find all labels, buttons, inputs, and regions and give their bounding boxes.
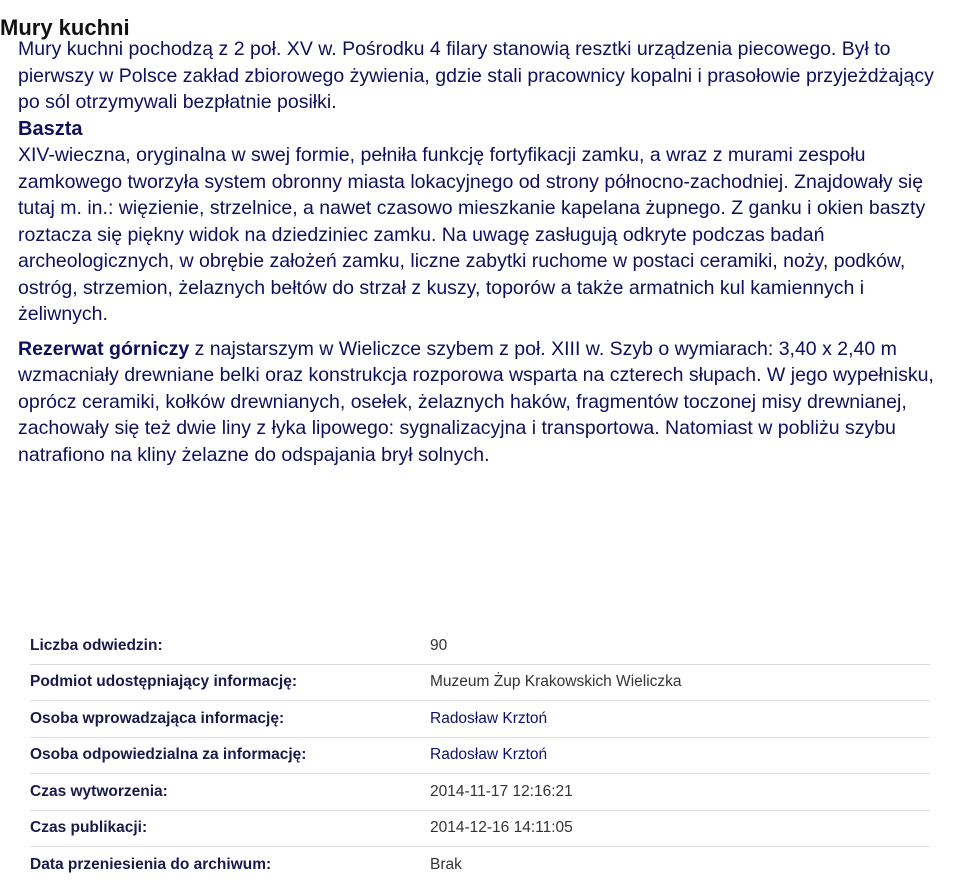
responsible-link[interactable]: Radosław Krztoń [430,746,548,764]
metadata-value: 2014-11-17 12:16:21 [430,782,573,800]
metadata-label: Osoba wprowadzająca informację: [30,709,285,727]
metadata-row-visits [30,628,930,665]
page-title: Mury kuchni [0,14,130,40]
baszta-paragraph: XIV-wieczna, oryginalna w swej formie, pełniła funkcję fortyfikacji zamku, a wraz z murami zespołu zamkowego tworzyła system obronny miasta lokacyjnego od strony północno-zachodniej. Znajdowały się tutaj m. in.: więzienie, strzelnice, a nawet czasowo mieszkanie kapelana żupnego. Z ganku i okien baszty roztacza się piękny widok na dziedziniec zamku. Na uwagę zasługują odkryte podczas badań archeologicznych, w obrębie założeń zamku, liczne zabytki ruchome w postaci ceramiki, noży, podków, ostróg, strzemion, żelaznych bełtów do strzał z kuszy, toporów a także armatnich kul kamiennych i żeliwnych. [18,144,926,325]
metadata-row-archived [30,847,930,883]
metadata-value: Muzeum Żup Krakowskich Wieliczka [430,673,682,691]
metadata-label: Data przeniesienia do archiwum: [30,855,272,873]
metadata-row-responsible [30,738,930,775]
metadata-value: 90 [430,636,448,654]
metadata-value: Brak [430,855,462,873]
article-content [18,36,943,468]
metadata-row-published [30,811,930,848]
mury-paragraph: Mury kuchni pochodzą z 2 poł. XV w. Pośrodku 4 filary stanowią resztki urządzenia piecowego. Był to pierwszy w Polsce zakład zbiorowego żywienia, gdzie stali pracownicy kopalni i prasołowie przyjeżdżający po sól otrzymywali bezpłatnie posiłki. [18,38,934,113]
metadata-row-created [30,774,930,811]
metadata-label: Podmiot udostępniający informację: [30,673,297,691]
baszta-heading: Baszta [18,117,83,140]
rezerwat-text: z najstarszym w Wieliczce szybem z poł. XIII w. Szyb o wymiarach: 3,40 x 2,40 m wzmacniały drewniane belki oraz konstrukcja rozporowa wsparta na czterech słupach. W jego wypełnisku, oprócz ceramiki, kołków drewnianych, osełek, żelaznych haków, fragmentów toczonej misy drewnianej, zachowały się też dwie liny z łyka lipowego: sygnalizacyjna i transportowa. Natomiast w pobliżu szybu natrafiono na kliny żelazne do odspajania brył solnych. [18,337,934,466]
metadata-row-provider [30,665,930,702]
metadata-row-entered-by [30,701,930,738]
metadata-label: Czas wytworzenia: [30,782,168,800]
metadata-value: 2014-12-16 14:11:05 [430,819,573,837]
metadata-label: Osoba odpowiedzialna za informację: [30,746,307,764]
rezerwat-paragraph [18,336,943,469]
rezerwat-strong: Rezerwat górniczy [18,337,190,360]
metadata-table [30,628,930,883]
metadata-label: Liczba odwiedzin: [30,636,163,654]
author-link[interactable]: Radosław Krztoń [430,709,548,727]
metadata-label: Czas publikacji: [30,819,148,837]
